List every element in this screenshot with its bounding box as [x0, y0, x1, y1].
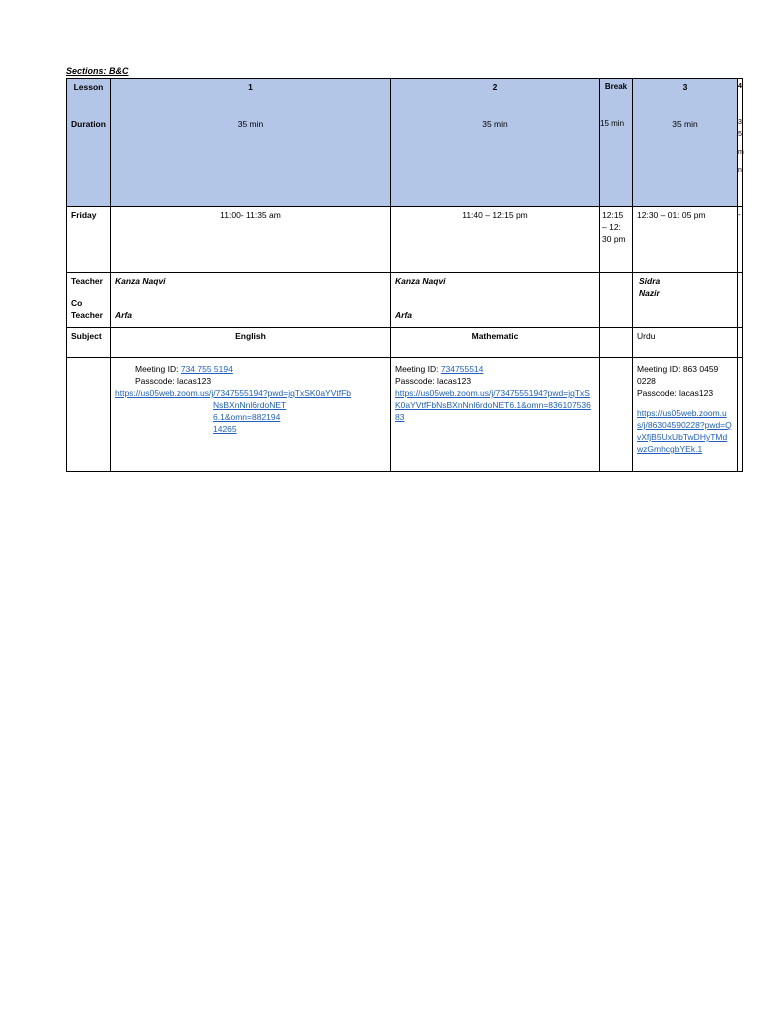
header-row — [67, 79, 743, 207]
teacher-label: Teacher — [71, 276, 103, 286]
meeting-id-link-2[interactable]: 734755514 — [440, 364, 484, 374]
lesson-4-dur-char-2: 5 — [738, 131, 742, 138]
meeting-cell-3 — [633, 358, 738, 472]
passcode-1: Passcode: lacas123 — [135, 376, 212, 386]
meeting-url-1-line-4[interactable]: 14265 — [213, 424, 237, 434]
passcode-2: Passcode: lacas123 — [395, 376, 472, 386]
subject-break — [600, 328, 633, 358]
meeting-cell-4 — [738, 358, 743, 472]
meeting-id-label-2: Meeting ID: — [395, 364, 439, 374]
timetable — [66, 78, 743, 472]
subject-3: Urdu — [633, 328, 738, 358]
meeting-label-cell — [67, 358, 111, 472]
meeting-url-1-line-3[interactable]: 6.1&omn=882194 — [213, 412, 281, 422]
meeting-url-2[interactable]: https://us05web.zoom.us/j/7347555194?pwd=jqTxSK0aYVtfFbNsBXnNnl6rdoNET6.1&omn=83610753683 — [395, 388, 591, 422]
teacher-name-3: Sidra Nazir — [639, 276, 661, 298]
lesson-2-number: 2 — [492, 82, 498, 92]
teacher-row — [67, 273, 743, 328]
meeting-cell-break — [600, 358, 633, 472]
meeting-url-1-line-1[interactable]: https://us05web.zoom.us/j/7347555194?pwd=jqTxSK0aYVtfFb — [115, 388, 352, 398]
break-duration: 15 min — [600, 119, 625, 128]
teacher-label-cell — [67, 273, 111, 328]
break-header — [600, 79, 633, 207]
subject-label: Subject — [67, 328, 111, 358]
lesson-3-number: 3 — [682, 82, 688, 92]
lesson-3-header — [633, 79, 738, 207]
meeting-id-line-2 — [395, 363, 595, 375]
subject-4 — [738, 328, 743, 358]
friday-time-4: - — [738, 207, 743, 273]
friday-row — [67, 207, 743, 273]
friday-time-1: 11:00- 11:35 am — [111, 207, 391, 273]
teacher-cell-3 — [633, 273, 738, 328]
lesson-4-dur-char-3: m — [738, 149, 744, 156]
teacher-cell-1 — [111, 273, 391, 328]
meeting-url-1[interactable] — [115, 387, 386, 435]
meeting-id-link-1[interactable]: 734 755 5194 — [180, 364, 233, 374]
break-label: Break — [604, 82, 628, 91]
meeting-url-1-line-2[interactable]: NsBXnNnl6rdoNET — [213, 400, 287, 410]
friday-time-break: 12:15 – 12: 30 pm — [600, 207, 633, 273]
passcode-3: Passcode: lacas123 — [637, 388, 714, 398]
lesson-4-number: 4 — [738, 83, 742, 90]
subject-row — [67, 328, 743, 358]
header-label-cell — [67, 79, 111, 207]
lesson-label: Lesson — [73, 82, 104, 92]
subject-2: Mathematic — [391, 328, 600, 358]
meeting-cell-1 — [111, 358, 391, 472]
teacher-name-1: Kanza Naqvi — [115, 276, 166, 286]
duration-label: Duration — [71, 119, 106, 129]
co-teacher-name-1: Arfa — [115, 310, 133, 320]
teacher-name-2: Kanza Naqvi — [395, 276, 446, 286]
meeting-id-label-1: Meeting ID: — [135, 364, 179, 374]
section-heading: Sections: B&C — [66, 66, 129, 76]
meeting-cell-2 — [391, 358, 600, 472]
teacher-cell-break — [600, 273, 633, 328]
lesson-1-number: 1 — [248, 82, 253, 92]
meeting-url-3[interactable]: https://us05web.zoom.us/j/86304590228?pwd=QvXfjB5UxUbTwDHyTMdwzGmhcgbYEk.1 — [637, 408, 732, 454]
lesson-2-header — [391, 79, 600, 207]
meeting-id-line-1 — [115, 363, 386, 375]
meeting-id-3: Meeting ID: 863 0459 0228 — [637, 364, 719, 386]
lesson-4-dur-char-4: n — [738, 167, 742, 174]
friday-time-3: 12:30 – 01: 05 pm — [633, 207, 738, 273]
lesson-1-duration: 35 min — [237, 119, 264, 129]
friday-label: Friday — [67, 207, 111, 273]
lesson-3-duration: 35 min — [672, 119, 698, 129]
lesson-4-header-clipped — [738, 79, 743, 207]
co-teacher-name-2: Arfa — [395, 310, 413, 320]
lesson-4-dur-char-1: 3 — [738, 119, 742, 126]
lesson-1-header — [111, 79, 391, 207]
teacher-cell-2 — [391, 273, 600, 328]
co-teacher-label: Co Teacher — [71, 298, 103, 320]
lesson-2-duration: 35 min — [482, 119, 508, 129]
teacher-cell-4 — [738, 273, 743, 328]
friday-time-2: 11:40 – 12:15 pm — [391, 207, 600, 273]
meeting-row — [67, 358, 743, 472]
subject-1: English — [111, 328, 391, 358]
